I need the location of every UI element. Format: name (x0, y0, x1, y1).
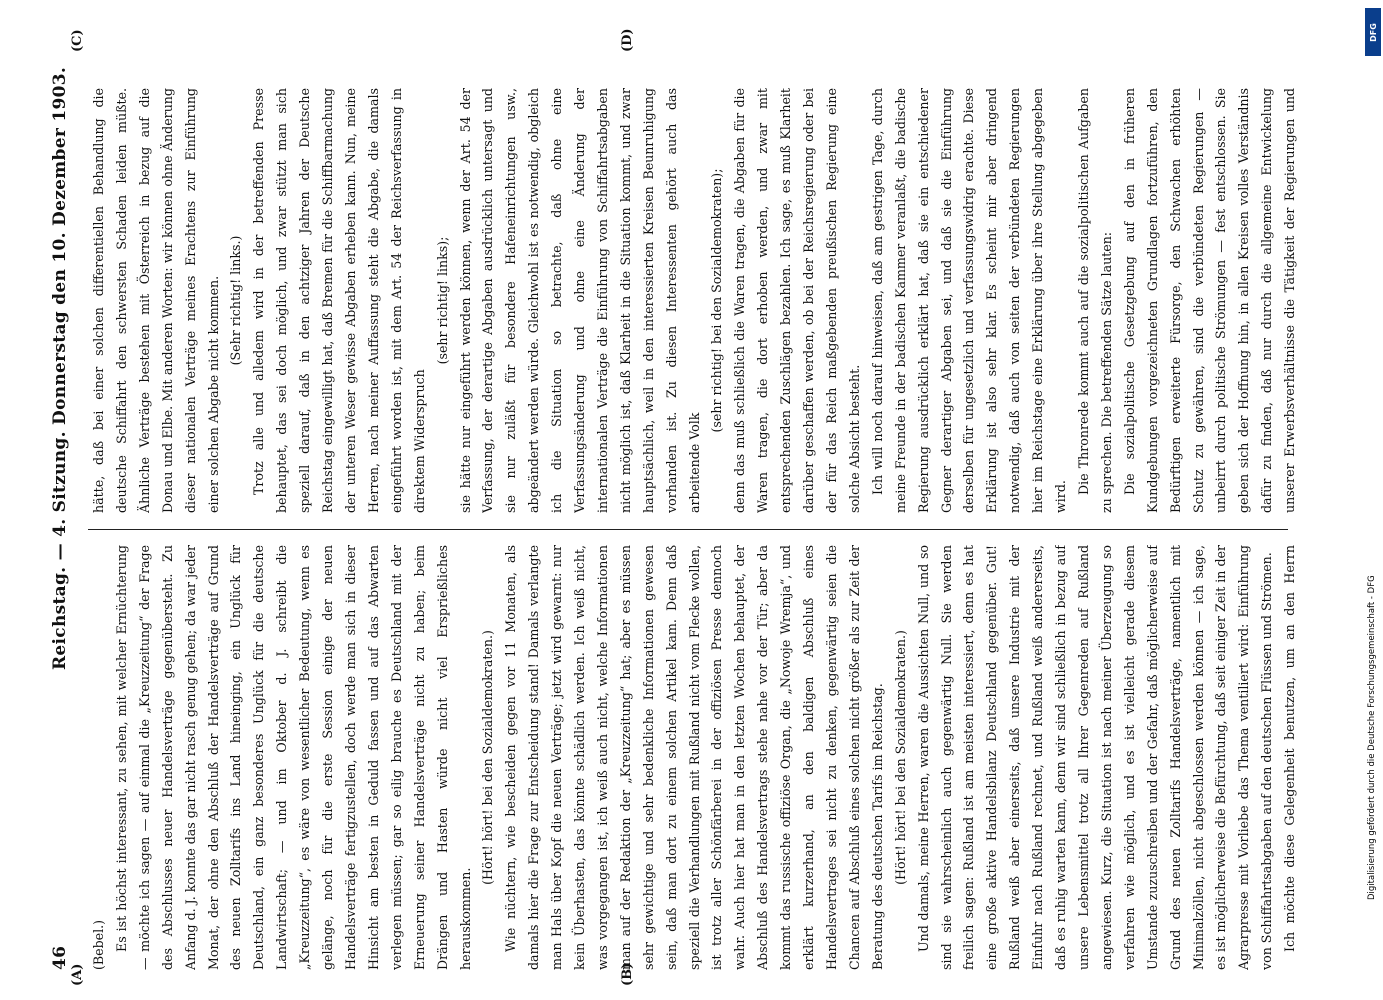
page-number: 46 (50, 945, 70, 970)
interjection: (Sehr richtig! links.) (228, 235, 244, 366)
interjection: (sehr richtig! links); (434, 236, 450, 365)
paragraph: Wie nüchtern, wie bescheiden gegen vor 11 Monaten, als damals hier die Frage zur Entscheidung stand! Damals verlangte man Hals über Kopf die neuen Verträge; jetzt wird gewarnt: nur kein Überhasten, das könnte schädlich werden. Ich weiß nicht, was vorgegangen ist, ich weiß auch nicht, welche Informationen man auf der Redaktion der „Kreuzzeitung“ hat; aber es müssen sehr gewichtige und sehr bedenkliche Informationen gewesen sein, daß man dort zu einem solchen Artikel kam. Denn daß speziell die Verhandlungen mit Rußland nicht vom Flecke wollen, ist trotz aller Schönfärberei in der offiziösen Presse dennoch wahr. Auch hier hat man in den letzten Wochen behauptet, der Abschluß des Handelsvertrags stehe nahe vor der Tür; aber da kommt das russische offiziöse Organ, die „Nowoje Wremja“, und erklärt kurzerhand, an den baldigen Abschluß eines Handelsvertrages sei nicht zu denken, gegenwärtig seien die Chancen auf Abschluß eines solchen nicht größer als zur Zeit der Beratung des deutschen Tarifs im Reichstag. (503, 545, 885, 970)
right-text-column (88, 88, 1298, 513)
margin-marker-a: (A) (70, 963, 85, 986)
digitization-sidebar (1361, 10, 1383, 990)
margin-marker-d: (D) (620, 28, 635, 52)
paragraph: (Bebel.) (91, 919, 106, 970)
interjection: (sehr richtig! bei den Sozialdemokraten); (709, 168, 725, 433)
left-text-column (88, 545, 1298, 970)
running-title: Reichstag. — 4. Sitzung. Donnerstag den 10. Dezember 1903. (50, 66, 70, 670)
paragraph: Und damals, meine Herren, waren die Aussichten Null, und so sind sie wahrscheinlich auch gegenwärtig Null. Sie werden freilich sagen: Rußland ist am meisten interessiert, denn es hat eine große aktive Handelsbilanz Deutschland gegenüber. Gut! Rußland weiß aber einerseits, daß unsere Industrie mit der Einfuhr nach Rußland rechnet, und Rußland weiß andererseits, daß es ruhig warten kann, denn wir sind schließlich in bezug auf unsere Lebensmittel trotz all Ihrer Gegenreden auf Rußland angewiesen. Kurz, die Situation ist nach meiner Überzeugung so verfahren wie möglich, und es ist vielleicht gerade diesem Umstande zuzuschreiben und der Gefahr, daß möglicherweise auf Grund des neuen Zolltarifs Handelsverträge, namentlich mit Minimalzöllen, nicht abgeschlossen werden können — ich sage, es ist möglicherweise die Befürchtung, daß seit einiger Zeit in der Agrarpresse mit Vorliebe das Thema ventiliert wird: Einführung von Schiffahrtsabgaben auf den deutschen Flüssen und Strömen. (915, 545, 1275, 970)
paragraph: Die Thronrede kommt auch auf die sozialpolitischen Aufgaben zu sprechen. Die betreffenden Sätze lauten: (1075, 88, 1114, 513)
paragraph: Ich will noch darauf hinweisen, daß am gestrigen Tage, durch meine Freunde in der badischen Kammer veranlaßt, die badische Regierung ausdrücklich erklärt hat, daß sie ein entschiedener Gegner derartiger Abgaben sei, und daß sie die Einführung derselben für ungesetzlich und verfassungswidrig erachte. Diese Erklärung ist also sehr klar. Es scheint mir aber dringend notwendig, daß auch von seiten der verbündeten Regierungen hier im Reichstage eine Erklärung über ihre Stellung abgegeben wird. (869, 88, 1069, 513)
digitization-note: Digitalisierung gefördert durch die Deutsche Forschungsgemeinschaft - DFG (1367, 575, 1377, 900)
paragraph: Trotz alle und alledem wird in der betreffenden Presse behauptet, das sei doch möglich, und zwar stützt man sich speziell darauf, daß in den achtziger Jahren der Deutsche Reichstag eingewilligt hat, daß Bremen für die Schiffbarmachung der unteren Weser gewisse Abgaben erheben kann. Nun, meine Herren, nach meiner Auffassung steht die Abgabe, die damals eingeführt worden ist, mit dem Art. 54 der Reichsverfassung in direktem Widerspruch (251, 88, 427, 513)
dfg-logo (1365, 8, 1381, 56)
column-divider (88, 529, 1288, 530)
paragraph: sie hätte nur eingeführt werden können, wenn der Art. 54 der Verfassung, der derartige Abgaben ausdrücklich untersagt und sie nur zuläßt für besondere Hafeneinrichtungen usw., abgeändert werden würde. Gleichwohl ist es notwendig, obgleich ich die Situation so betrachte, daß ohne eine Verfassungsänderung und ohne eine Änderung der internationalen Verträge die Einführung von Schiffahrtsabgaben nicht möglich ist, daß Klarheit in die Situation kommt, und zwar hauptsächlich, weil in den interessierten Kreisen Beunruhigung vorhanden ist. Zu diesen Interessenten gehört auch das arbeitende Volk (457, 88, 702, 513)
margin-marker-b: (B) (620, 962, 635, 986)
interjection: (Hört! hört! bei den Sozialdemokraten.) (892, 630, 908, 885)
page-header (44, 40, 78, 970)
paragraph: Ich möchte diese Gelegenheit benutzen, um an den Herrn (1282, 545, 1298, 952)
interjection: (Hört! hört! bei den Sozialdemokraten.) (480, 630, 496, 885)
paragraph: Es ist höchst interessant, zu sehen, mit welcher Ernüchterung — möchte ich sagen — auf einmal die „Kreuzzeitung“ der Frage des Abschlusses neuer Handelsverträge gegenübersteht. Zu Anfang d. J. konnte das gar nicht rasch genug gehen; da war jeder Monat, der ohne den Abschluß der Handelsverträge auf Grund des neuen Zolltarifs ins Land hineinging, ein Unglück für Deutschland, ein ganz besonderes Unglück für die deutsche Landwirtschaft; — und im Oktober d. J. schreibt die „Kreuzzeitung“, es wäre von wesentlicher Bedeutung, wenn es gelänge, noch für die erste Session einige der neuen Handelsverträge fertigzustellen, doch werde man sich in dieser Hinsicht am besten in Geduld fassen und auf das Abwarten verlegen müssen; gar so eilig brauche es Deutschland mit der Erneuerung seiner Handelsverträge nicht zu haben; beim Drängen und Hasten würde nicht viel Ersprießliches herauskommen. (113, 545, 473, 970)
margin-marker-c: (C) (70, 29, 85, 52)
dfg-logo-text: DFG (1368, 22, 1378, 42)
paragraph: denn das muß schließlich die Waren tragen, die Abgaben für die Waren tragen, die dort erhoben werden, und zwar mit entsprechenden Zuschlägen bezahlen. Ich sage, es muß Klarheit darüber geschaffen werden, ob bei der Reichsregierung oder bei der für das Reich maßgebenden preußischen Regierung eine solche Absicht besteht. (732, 88, 862, 513)
paragraph: Die sozialpolitische Gesetzgebung auf den in früheren Kundgebungen vorgezeichneten Grundlagen fortzuführen, den Bedürftigen erweiterte Fürsorge, den Schwachen erhöhten Schutz zu gewähren, sind die verbündeten Regierungen — unbeirrt durch politische Strömungen — fest entschlossen. Sie geben sich der Hoffnung hin, in allen Kreisen volles Verständnis dafür zu finden, daß nur durch die allgemeine Entwickelung unserer Erwerbsverhältnisse die Tätigkeit der Regierungen und (1121, 88, 1298, 513)
paragraph: hätte, daß bei einer solchen differentiellen Behandlung die deutsche Schiffahrt den schwersten Schaden leiden müßte. Ähnliche Verträge bestehen mit Österreich in bezug auf die Donau und Elbe. Mit anderen Worten: wir können ohne Änderung dieser nationalen Verträge meines Erachtens zur Einführung einer solchen Abgabe nicht kommen. (91, 88, 221, 513)
